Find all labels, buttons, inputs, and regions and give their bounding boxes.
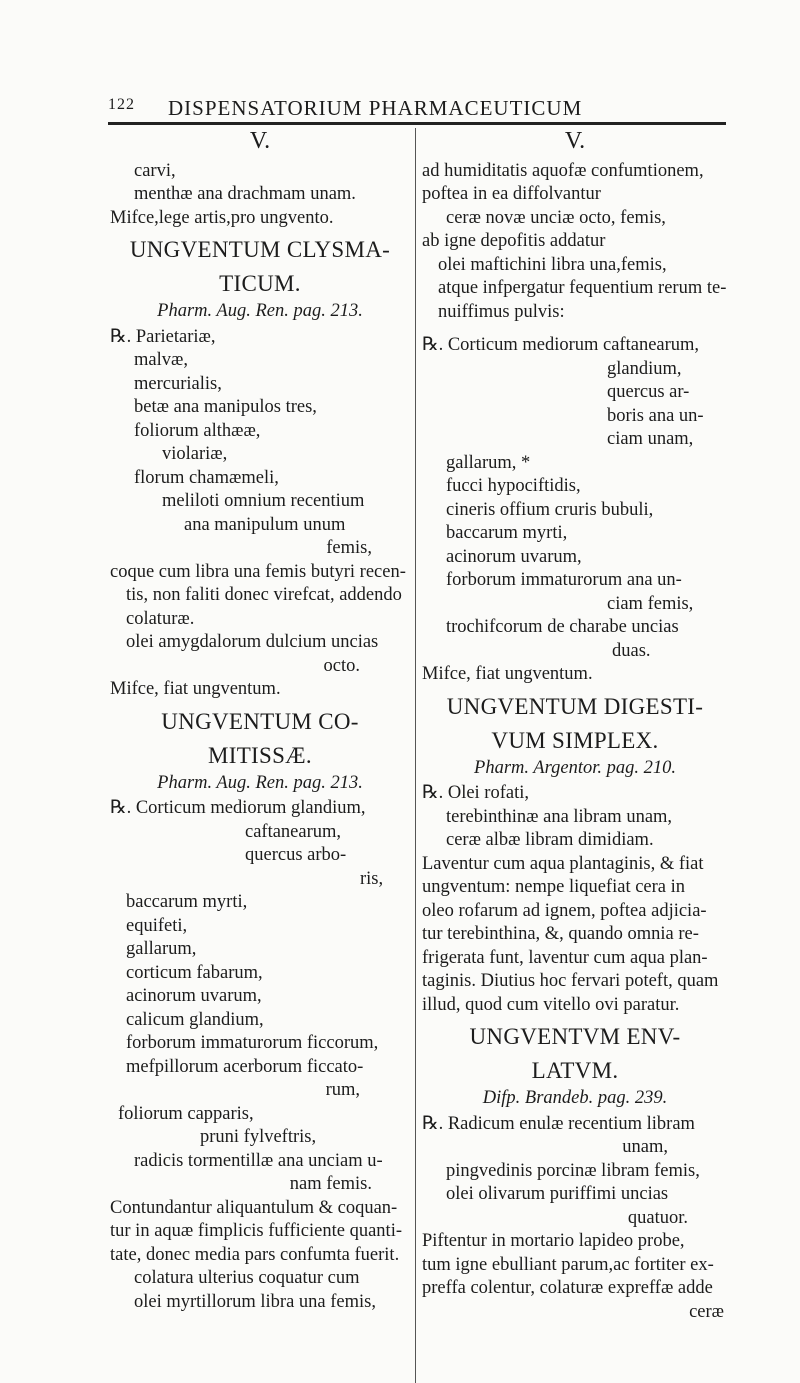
section-heading: UNGVENTUM CO- xyxy=(161,708,359,734)
text-line: forborum immaturorum ficcorum, xyxy=(126,1033,379,1053)
column-mark: V. xyxy=(249,128,271,154)
section-heading: LATVM. xyxy=(531,1058,619,1083)
text-line: illud, quod cum vitello ovi paratur. xyxy=(422,994,680,1015)
text-line: Mifce, fiat ungventum. xyxy=(110,679,281,699)
text-line: Piftentur in mortario lapideo probe, xyxy=(422,1231,685,1251)
source-reference: Pharm. Argentor. pag. 210. xyxy=(474,757,676,778)
text-line: calicum glandium, xyxy=(126,1009,264,1030)
section-heading: VUM SIMPLEX. xyxy=(491,727,659,753)
page-number: 122 xyxy=(108,96,135,113)
text-line: ℞. Parietariæ, xyxy=(110,326,216,347)
text-line: ad humiditatis aquofæ confumtionem, xyxy=(422,160,704,181)
text-line: ceræ novæ unciæ octo, femis, xyxy=(446,207,666,228)
text-line: ab igne depofitis addatur xyxy=(422,231,606,251)
text-line: duas. xyxy=(612,640,651,661)
text-line: violariæ, xyxy=(162,444,228,464)
text-line: frigerata funt, laventur cum aqua plan- xyxy=(422,947,708,968)
text-line: unam, xyxy=(622,1137,668,1157)
section-heading: MITISSÆ. xyxy=(207,742,312,768)
column-mark: V. xyxy=(564,128,586,154)
text-line: foliorum capparis, xyxy=(118,1103,254,1124)
text-line: olei olivarum puriffimi uncias xyxy=(446,1184,669,1204)
text-line: nam femis. xyxy=(289,1174,372,1194)
text-line: glandium, xyxy=(607,358,682,379)
text-line: Mifce, fiat ungventum. xyxy=(422,664,593,684)
text-line: foliorum althææ, xyxy=(134,420,261,441)
header-rule xyxy=(108,122,726,125)
text-line: ceræ albæ libram dimidiam. xyxy=(446,830,654,850)
text-line: preffa colentur, colaturæ expreffæ adde xyxy=(422,1278,713,1298)
text-line: nuiffimus pulvis: xyxy=(438,301,565,322)
section-heading: UNGVENTUM DIGESTI- xyxy=(446,693,704,719)
text-line: equifeti, xyxy=(126,915,188,936)
text-line: tate, donec media pars confumta fuerit. xyxy=(110,1244,400,1265)
text-line: pingvedinis porcinæ libram femis, xyxy=(446,1160,700,1181)
right-column xyxy=(422,130,728,1324)
text-line: tis, non faliti donec virefcat, addendo xyxy=(126,585,402,605)
text-line: radicis tormentillæ ana unciam u- xyxy=(134,1150,383,1171)
source-reference: Pharm. Aug. Ren. pag. 213. xyxy=(157,772,363,793)
text-line: ℞. Radicum enulæ recentium libram xyxy=(422,1113,695,1134)
text-line: mefpillorum acerborum ficcato- xyxy=(126,1056,364,1077)
text-line: carvi, xyxy=(134,160,176,181)
running-header xyxy=(108,96,728,122)
text-line: caftanearum, xyxy=(245,821,342,842)
text-line: Mifce,lege artis,pro ungvento. xyxy=(110,207,334,228)
text-line: octo. xyxy=(323,655,360,676)
text-line: cineris offium cruris bubuli, xyxy=(446,499,654,520)
text-line: acinorum uvarum, xyxy=(446,546,582,567)
text-line: ℞. Corticum mediorum glandium, xyxy=(110,798,366,818)
text-line: olei amygdalorum dulcium uncias xyxy=(126,632,379,652)
text-line: rum, xyxy=(325,1080,360,1100)
text-line: acinorum uvarum, xyxy=(126,986,262,1006)
text-line: florum chamæmeli, xyxy=(134,467,279,488)
text-line: ciam femis, xyxy=(607,593,694,614)
text-line: tum igne ebulliant parum,ac fortiter ex- xyxy=(422,1254,714,1275)
text-line: fucci hypociftidis, xyxy=(446,476,581,496)
section-heading: TICUM. xyxy=(219,271,301,296)
text-line: gallarum, xyxy=(126,939,197,959)
text-line: quatuor. xyxy=(627,1207,688,1228)
text-line: poftea in ea diffolvantur xyxy=(422,184,601,204)
text-line: coque cum libra una femis butyri recen- xyxy=(110,561,406,582)
text-line: ℞. Corticum mediorum caftanearum, xyxy=(422,335,700,355)
text-line: betæ ana manipulos tres, xyxy=(134,397,317,417)
source-reference: Difp. Brandeb. pag. 239. xyxy=(482,1088,668,1108)
running-title: DISPENSATORIUM PHARMACEUTICUM xyxy=(168,96,583,120)
text-line: quercus arbo- xyxy=(245,845,347,865)
text-line: olei maftichini libra una,femis, xyxy=(438,254,667,275)
text-line: tur terebinthina, &, quando omnia re- xyxy=(422,924,699,944)
column-divider xyxy=(415,128,416,1383)
text-line: forborum immaturorum ana un- xyxy=(446,570,682,590)
text-line: ris, xyxy=(360,868,384,889)
text-line: oleo rofarum ad ignem, poftea adjicia- xyxy=(422,900,707,921)
text-line: Laventur cum aqua plantaginis, & fiat xyxy=(422,853,704,874)
text-line: terebinthinæ ana libram unam, xyxy=(446,806,673,827)
text-line: atque infpergatur fequentium rerum te- xyxy=(438,278,727,298)
text-line: femis, xyxy=(326,538,372,558)
source-reference: Pharm. Aug. Ren. pag. 213. xyxy=(157,301,363,321)
text-line: olei myrtillorum libra una femis, xyxy=(134,1291,376,1312)
text-line: gallarum, * xyxy=(446,452,531,473)
text-line: boris ana un- xyxy=(607,405,704,426)
text-line: baccarum myrti, xyxy=(446,523,568,543)
text-line: Contundantur aliquantulum & coquan- xyxy=(110,1197,398,1218)
left-column xyxy=(110,130,410,1314)
text-line: quercus ar- xyxy=(607,382,690,402)
text-line: menthæ ana drachmam unam. xyxy=(134,184,356,204)
text-line: trochifcorum de charabe uncias xyxy=(446,617,679,637)
text-line: ungventum: nempe liquefiat cera in xyxy=(422,877,686,897)
text-line: pruni fylveftris, xyxy=(200,1127,317,1147)
text-line: ℞. Olei rofati, xyxy=(422,783,529,803)
text-line: ana manipulum unum xyxy=(184,514,346,535)
text-line: baccarum myrti, xyxy=(126,892,248,912)
text-line: mercurialis, xyxy=(134,373,222,394)
text-line: corticum fabarum, xyxy=(126,962,263,983)
text-line: malvæ, xyxy=(134,350,188,370)
text-line: ciam unam, xyxy=(607,429,694,449)
text-line: tur in aquæ fimplicis fufficiente quanti- xyxy=(110,1221,402,1241)
text-line: meliloti omnium recentium xyxy=(162,491,365,511)
section-heading: UNGVENTUM CLYSMA- xyxy=(129,237,391,262)
text-line: colatura ulterius coquatur cum xyxy=(134,1268,360,1288)
text-line: colaturæ. xyxy=(126,608,195,629)
text-line: taginis. Diutius hoc fervari poteft, quam xyxy=(422,971,719,991)
text-line: ceræ xyxy=(689,1301,724,1322)
section-heading: UNGVENTVM ENV- xyxy=(469,1024,681,1049)
